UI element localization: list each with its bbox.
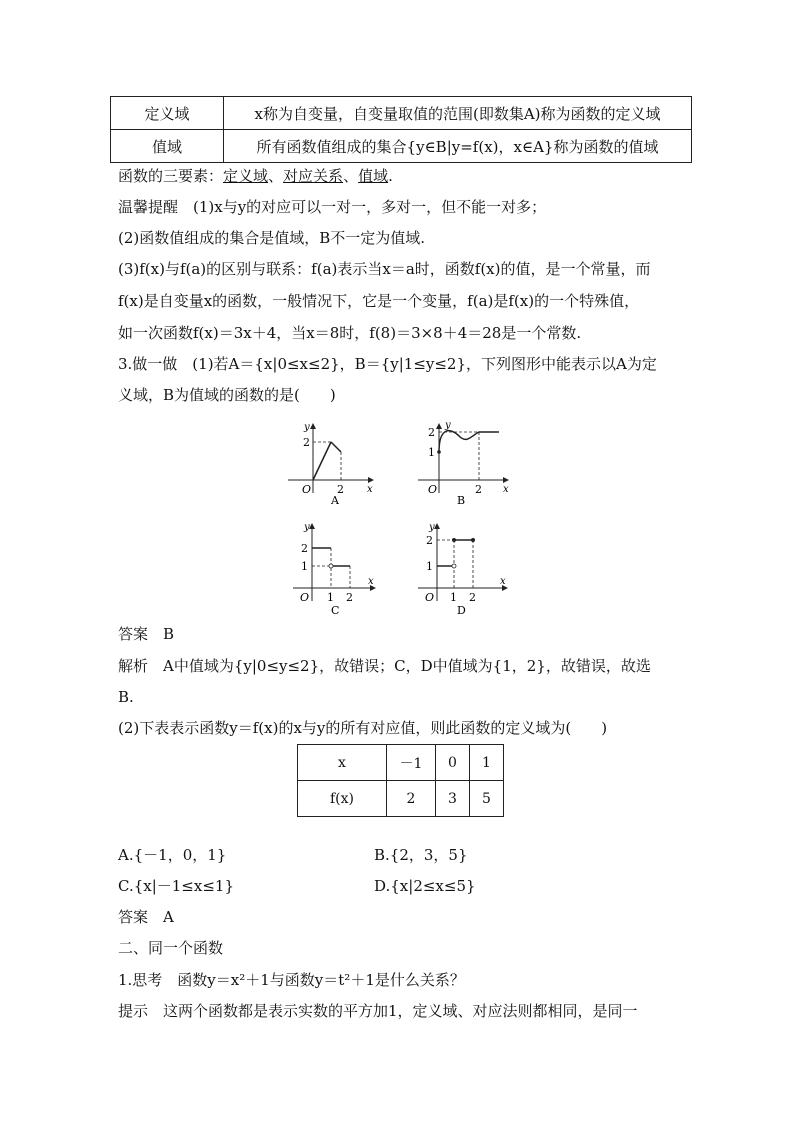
y-label: y xyxy=(304,522,310,533)
hint-line: 提示 这两个函数都是表示实数的平方加1，定义域、对应法则都相同，是同一 xyxy=(118,1002,638,1020)
tick-label: 2 xyxy=(337,483,344,496)
table-row xyxy=(298,781,504,817)
range-head: 值域 xyxy=(111,130,224,163)
table-cell: 3 xyxy=(436,781,470,817)
question2: (2)下表表示函数y＝f(x)的x与y的所有对应值，则此函数的定义域为( ) xyxy=(118,719,608,737)
open-point xyxy=(329,564,333,568)
analysis-line-1: 解析 A中值域为{y|0≤y≤2}，故错误；C，D中值域为{1，2}，故错误，故选 xyxy=(118,657,651,675)
origin-label: O xyxy=(428,483,438,496)
graph-d xyxy=(415,518,515,618)
tip-line-1: 温馨提醒 (1)x与y的对应可以一对一，多对一，但不能一对多； xyxy=(118,198,547,216)
range-content: 所有函数值组成的集合{y∈B|y=f(x)，x∈A}称为函数的值域 xyxy=(224,130,692,163)
graph-label: D xyxy=(457,604,466,617)
tick-label: 1 xyxy=(426,560,433,573)
origin-label: O xyxy=(300,591,310,604)
table-cell: 2 xyxy=(387,781,436,817)
table-cell: f(x) xyxy=(298,781,387,817)
tick-label: 2 xyxy=(426,534,433,547)
graph-label: B xyxy=(457,494,466,507)
three-elements-line xyxy=(118,166,393,186)
option-b: B.{2，3，5} xyxy=(374,846,468,864)
section-heading: 二、同一个函数 xyxy=(118,939,224,957)
curve xyxy=(313,442,331,480)
table-row xyxy=(298,745,504,781)
value-table xyxy=(297,744,504,817)
closed-point xyxy=(471,538,475,542)
tip-line-5: 如一次函数f(x)＝3x＋4，当x＝8时，f(8)＝3×8＋4＝28是一个常数. xyxy=(118,324,582,342)
graph-label: C xyxy=(331,604,340,617)
tick-label: 1 xyxy=(301,560,308,573)
element-range: 值域 xyxy=(358,167,389,185)
x-label: x xyxy=(368,576,374,587)
element-domain: 定义域 xyxy=(223,167,269,185)
tip-line-4: f(x)是自变量x的函数，一般情况下，它是一个变量，f(a)是f(x)的一个特殊值， xyxy=(118,292,640,310)
definition-table xyxy=(110,96,692,163)
table-cell: 0 xyxy=(436,745,470,781)
tick-label: 2 xyxy=(428,426,435,439)
three-elements-prefix: 函数的三要素： xyxy=(118,167,224,185)
endpoint xyxy=(437,450,441,454)
origin-label: O xyxy=(302,483,312,496)
separator: 、 xyxy=(343,167,359,185)
graph-b xyxy=(415,418,515,508)
period: . xyxy=(388,167,393,185)
question1-line-2: 义域，B为值域的函数的是( ) xyxy=(118,386,336,404)
tick-label: 1 xyxy=(450,591,457,604)
think-question: 1.思考 函数y＝x²＋1与函数y＝t²＋1是什么关系？ xyxy=(118,971,465,989)
domain-head: 定义域 xyxy=(111,97,224,130)
graph-c xyxy=(290,518,380,618)
tick-label: 2 xyxy=(475,483,482,496)
tick-label: 2 xyxy=(469,591,476,604)
option-c: C.{x|－1≤x≤1} xyxy=(118,877,234,895)
tick-label: 1 xyxy=(428,446,435,459)
table-cell: 5 xyxy=(470,781,504,817)
x-label: x xyxy=(367,484,373,495)
table-cell: x xyxy=(298,745,387,781)
tip-line-3: (3)f(x)与f(a)的区别与联系：f(a)表示当x＝a时，函数f(x)的值，是一个常量，而 xyxy=(118,260,651,278)
closed-point xyxy=(452,538,456,542)
tick-label: 2 xyxy=(303,436,310,449)
y-label: y xyxy=(445,420,451,431)
tip-line-2: (2)函数值组成的集合是值域，B不一定为值域. xyxy=(118,229,426,247)
tick-label: 1 xyxy=(327,591,334,604)
x-label: x xyxy=(503,484,509,495)
table-row xyxy=(111,130,692,163)
domain-content: x称为自变量，自变量取值的范围(即数集A)称为函数的定义域 xyxy=(224,97,692,130)
question1-line-1: 3.做一做 (1)若A＝{x|0≤x≤2}，B＝{y|1≤y≤2}，下列图形中能表示以A为定 xyxy=(118,355,657,373)
y-label: y xyxy=(304,422,310,433)
separator: 、 xyxy=(268,167,284,185)
graph-label: A xyxy=(331,494,339,507)
analysis-line-2: B. xyxy=(118,688,134,706)
y-label: y xyxy=(429,522,435,533)
curve xyxy=(439,431,499,452)
table-row xyxy=(111,97,692,130)
option-a: A.{－1，0，1} xyxy=(118,846,227,864)
origin-label: O xyxy=(425,591,435,604)
graph-a xyxy=(285,418,380,508)
table-cell: 1 xyxy=(470,745,504,781)
open-point xyxy=(452,564,456,568)
element-correspondence: 对应关系 xyxy=(283,167,344,185)
tick-label: 2 xyxy=(346,591,353,604)
answer-1: 答案 B xyxy=(118,625,175,643)
curve xyxy=(331,442,341,452)
x-label: x xyxy=(500,576,506,587)
table-cell: －1 xyxy=(387,745,436,781)
answer-2: 答案 A xyxy=(118,908,174,926)
option-d: D.{x|2≤x≤5} xyxy=(374,877,476,895)
tick-label: 2 xyxy=(301,542,308,555)
